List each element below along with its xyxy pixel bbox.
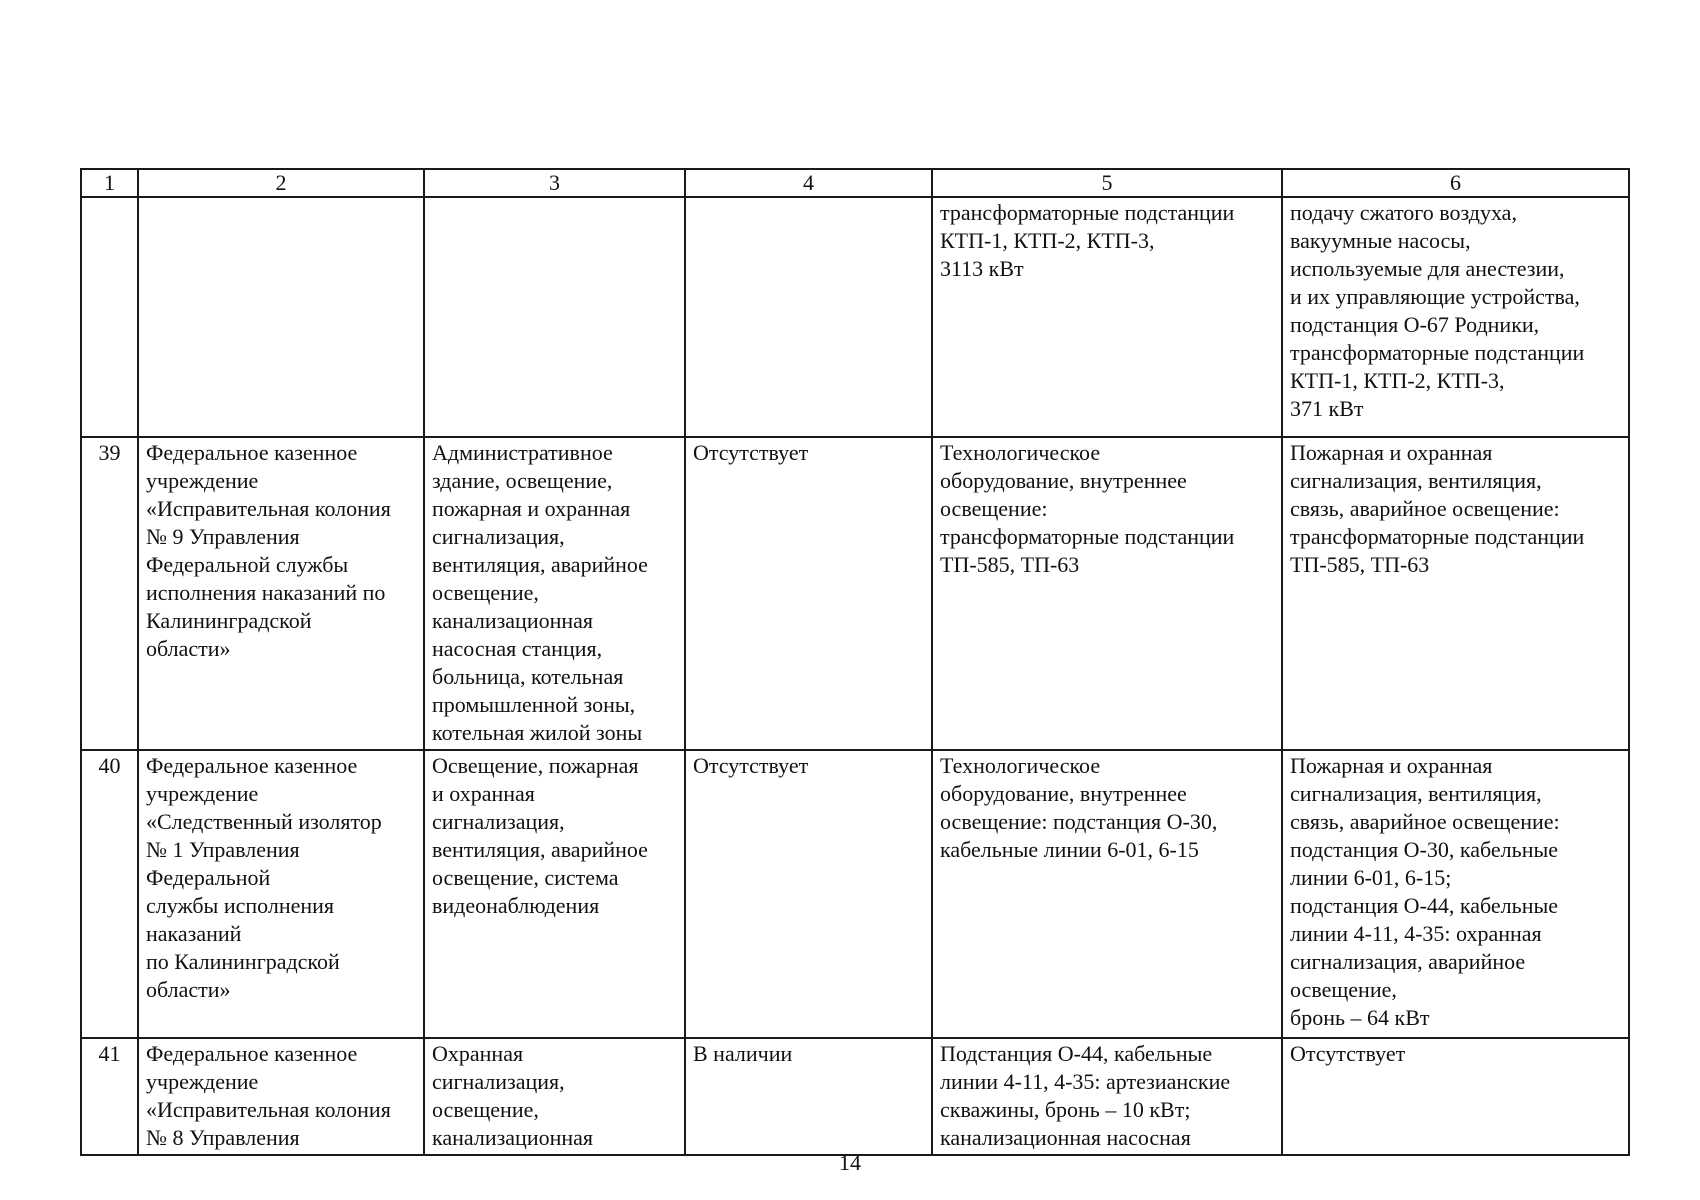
equipment-text: трансформаторные подстанции КТП-1, КТП-2, КТП-3, 3113 кВт (940, 200, 1235, 281)
column-header-2: 2 (138, 169, 424, 197)
organization-text: Федеральное казенное учреждение «Исправительная колония № 9 Управления Федеральной службы исполнения наказаний по Калининградской области» (146, 440, 391, 661)
document-table (80, 168, 1630, 1156)
organization-cell (138, 197, 424, 437)
objects-text: Освещение, пожарная и охранная сигнализация, вентиляция, аварийное освещение, система видеонаблюдения (432, 753, 648, 918)
table-row (81, 1038, 1629, 1155)
column-header-1: 1 (81, 169, 138, 197)
row-number-cell (81, 197, 138, 437)
objects-text: Административное здание, освещение, пожарная и охранная сигнализация, вентиляция, аварийное освещение, канализационная насосная станция, больница, котельная промышленной зоны, котельная жилой зоны (432, 440, 648, 745)
objects-cell (424, 750, 685, 1038)
equipment-text: Подстанция О-44, кабельные линии 4-11, 4-35: артезианские скважины, бронь – 10 кВт; канализационная насосная (940, 1041, 1231, 1150)
organization-text: Федеральное казенное учреждение «Следственный изолятор № 1 Управления Федеральной службы исполнения наказаний по Калининградской области» (146, 753, 382, 1002)
equipment-cell (932, 197, 1282, 437)
availability-text: Отсутствует (693, 753, 809, 778)
equipment-text: Технологическое оборудование, внутреннее освещение: подстанция О-30, кабельные линии 6-01, 6-15 (940, 753, 1218, 862)
emergency-cell (1282, 1038, 1629, 1155)
emergency-text: подачу сжатого воздуха, вакуумные насосы, используемые для анестезии, и их управляющие устройства, подстанция О-67 Родники, трансформаторные подстанции КТП-1, КТП-2, КТП-3, 371 кВт (1290, 200, 1585, 421)
organization-text: Федеральное казенное учреждение «Исправительная колония № 8 Управления (146, 1041, 391, 1150)
row-number: 41 (98, 1041, 121, 1066)
availability-text: В наличии (693, 1041, 793, 1066)
row-number-cell (81, 750, 138, 1038)
availability-cell (685, 750, 932, 1038)
availability-cell (685, 437, 932, 750)
row-number-cell (81, 437, 138, 750)
availability-cell (685, 1038, 932, 1155)
column-header-3: 3 (424, 169, 685, 197)
emergency-cell (1282, 750, 1629, 1038)
objects-cell (424, 1038, 685, 1155)
table-row (81, 197, 1629, 437)
equipment-cell (932, 1038, 1282, 1155)
emergency-cell (1282, 197, 1629, 437)
equipment-text: Технологическое оборудование, внутреннее освещение: трансформаторные подстанции ТП-585, ТП-63 (940, 440, 1235, 577)
row-number-cell (81, 1038, 138, 1155)
document-table-wrapper (80, 168, 1628, 1156)
page-number: 14 (839, 1150, 861, 1175)
availability-cell (685, 197, 932, 437)
organization-cell (138, 437, 424, 750)
table-row (81, 437, 1629, 750)
emergency-text: Пожарная и охранная сигнализация, вентиляция, связь, аварийное освещение: трансформаторные подстанции ТП-585, ТП-63 (1290, 440, 1585, 577)
organization-cell (138, 750, 424, 1038)
objects-cell (424, 197, 685, 437)
organization-cell (138, 1038, 424, 1155)
emergency-cell (1282, 437, 1629, 750)
column-header-6: 6 (1282, 169, 1629, 197)
column-header-4: 4 (685, 169, 932, 197)
column-header-5: 5 (932, 169, 1282, 197)
table-header-row (81, 169, 1629, 197)
objects-text: Охранная сигнализация, освещение, канализационная (432, 1041, 594, 1150)
equipment-cell (932, 750, 1282, 1038)
emergency-text: Пожарная и охранная сигнализация, вентиляция, связь, аварийное освещение: подстанция О-30, кабельные линии 6-01, 6-15; подстанция О-44, кабельные линии 4-11, 4-35: охранная сигнализация, аварийное освещение, бронь – 64 кВт (1290, 753, 1560, 1030)
table-row (81, 750, 1629, 1038)
emergency-text: Отсутствует (1290, 1041, 1406, 1066)
objects-cell (424, 437, 685, 750)
availability-text: Отсутствует (693, 440, 809, 465)
equipment-cell (932, 437, 1282, 750)
row-number: 39 (98, 440, 121, 465)
row-number: 40 (98, 753, 121, 778)
